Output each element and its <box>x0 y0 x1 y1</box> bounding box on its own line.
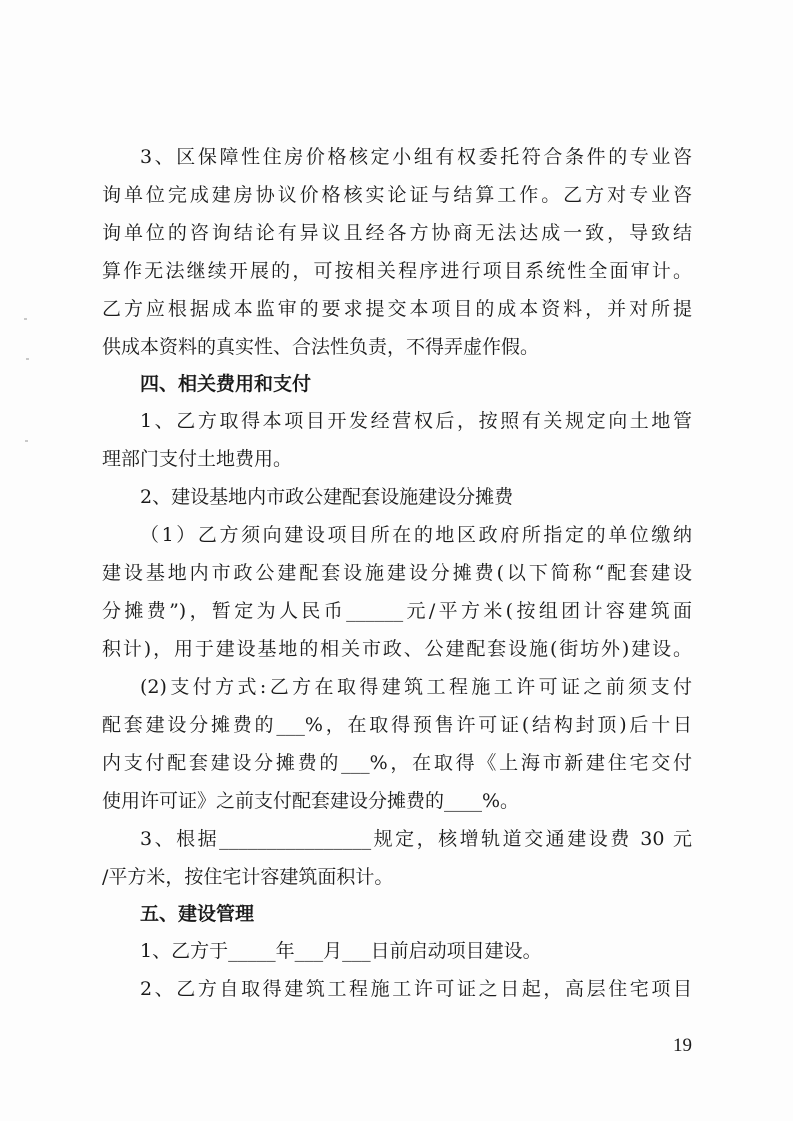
clause-2-title: 2、建设基地内市政公建配套设施建设分摊费 <box>140 486 514 508</box>
clause-2-1-line-2: 建设基地内市政公建配套设施建设分摊费(以下简称“配套建设 <box>102 562 692 584</box>
clause-1-line-1: 1、乙方取得本项目开发经营权后，按照有关规定向土地管 <box>140 410 692 432</box>
clause-2-2-line-1: (2)支付方式:乙方在取得建筑工程施工许可证之前须支付 <box>140 676 692 698</box>
clause-3-line-1: 3、根据________________规定，核增轨道交通建设费 30 元 <box>140 828 692 850</box>
scan-speck <box>25 440 28 442</box>
clause-3-line-2: /平方米，按住宅计容建筑面积计。 <box>102 866 394 888</box>
scan-speck <box>26 358 29 360</box>
paragraph-1-line-4: 算作无法继续开展的，可按相关程序进行项目系统性全面审计。 <box>102 260 692 282</box>
paragraph-1-line-5: 乙方应根据成本监审的要求提交本项目的成本资料，并对所提 <box>102 298 692 320</box>
clause-2-2-line-4: 使用许可证》之前支付配套建设分摊费的____%。 <box>102 790 520 812</box>
scan-speck <box>24 318 27 320</box>
clause-2-1-line-1: （1）乙方须向建设项目所在的地区政府所指定的单位缴纳 <box>140 524 692 546</box>
paragraph-1-line-2: 询单位完成建房协议价格核实论证与结算工作。乙方对专业咨 <box>102 184 692 206</box>
clause-2-2-line-2: 配套建设分摊费的___%，在取得预售许可证(结构封顶)后十日 <box>102 714 692 736</box>
clause-1-line-2: 理部门支付土地费用。 <box>102 448 293 470</box>
clause-2-2-line-3: 内支付配套建设分摊费的___%，在取得《上海市新建住宅交付 <box>102 752 692 774</box>
paragraph-1-line-6: 供成本资料的真实性、合法性负责，不得弄虚作假。 <box>102 336 540 358</box>
section-heading-construction: 五、建设管理 <box>140 903 255 925</box>
paragraph-1-line-1: 3、区保障性住房价格核定小组有权委托符合条件的专业咨 <box>140 146 692 168</box>
clause-2-1-line-3: 分摊费”)，暂定为人民币______元/平方米(按组团计容建筑面 <box>102 600 692 622</box>
section-heading-fees: 四、相关费用和支付 <box>140 373 312 395</box>
construction-clause-1: 1、乙方于_____年___月___日前启动项目建设。 <box>140 940 542 962</box>
paragraph-1-line-3: 询单位的咨询结论有异议且经各方协商无法达成一致，导致结 <box>102 222 692 244</box>
page-number: 19 <box>673 1035 692 1056</box>
construction-clause-2-line-1: 2、乙方自取得建筑工程施工许可证之日起，高层住宅项目 <box>140 978 692 1000</box>
clause-2-1-line-4: 积计)，用于建设基地的相关市政、公建配套设施(街坊外)建设。 <box>102 638 692 660</box>
